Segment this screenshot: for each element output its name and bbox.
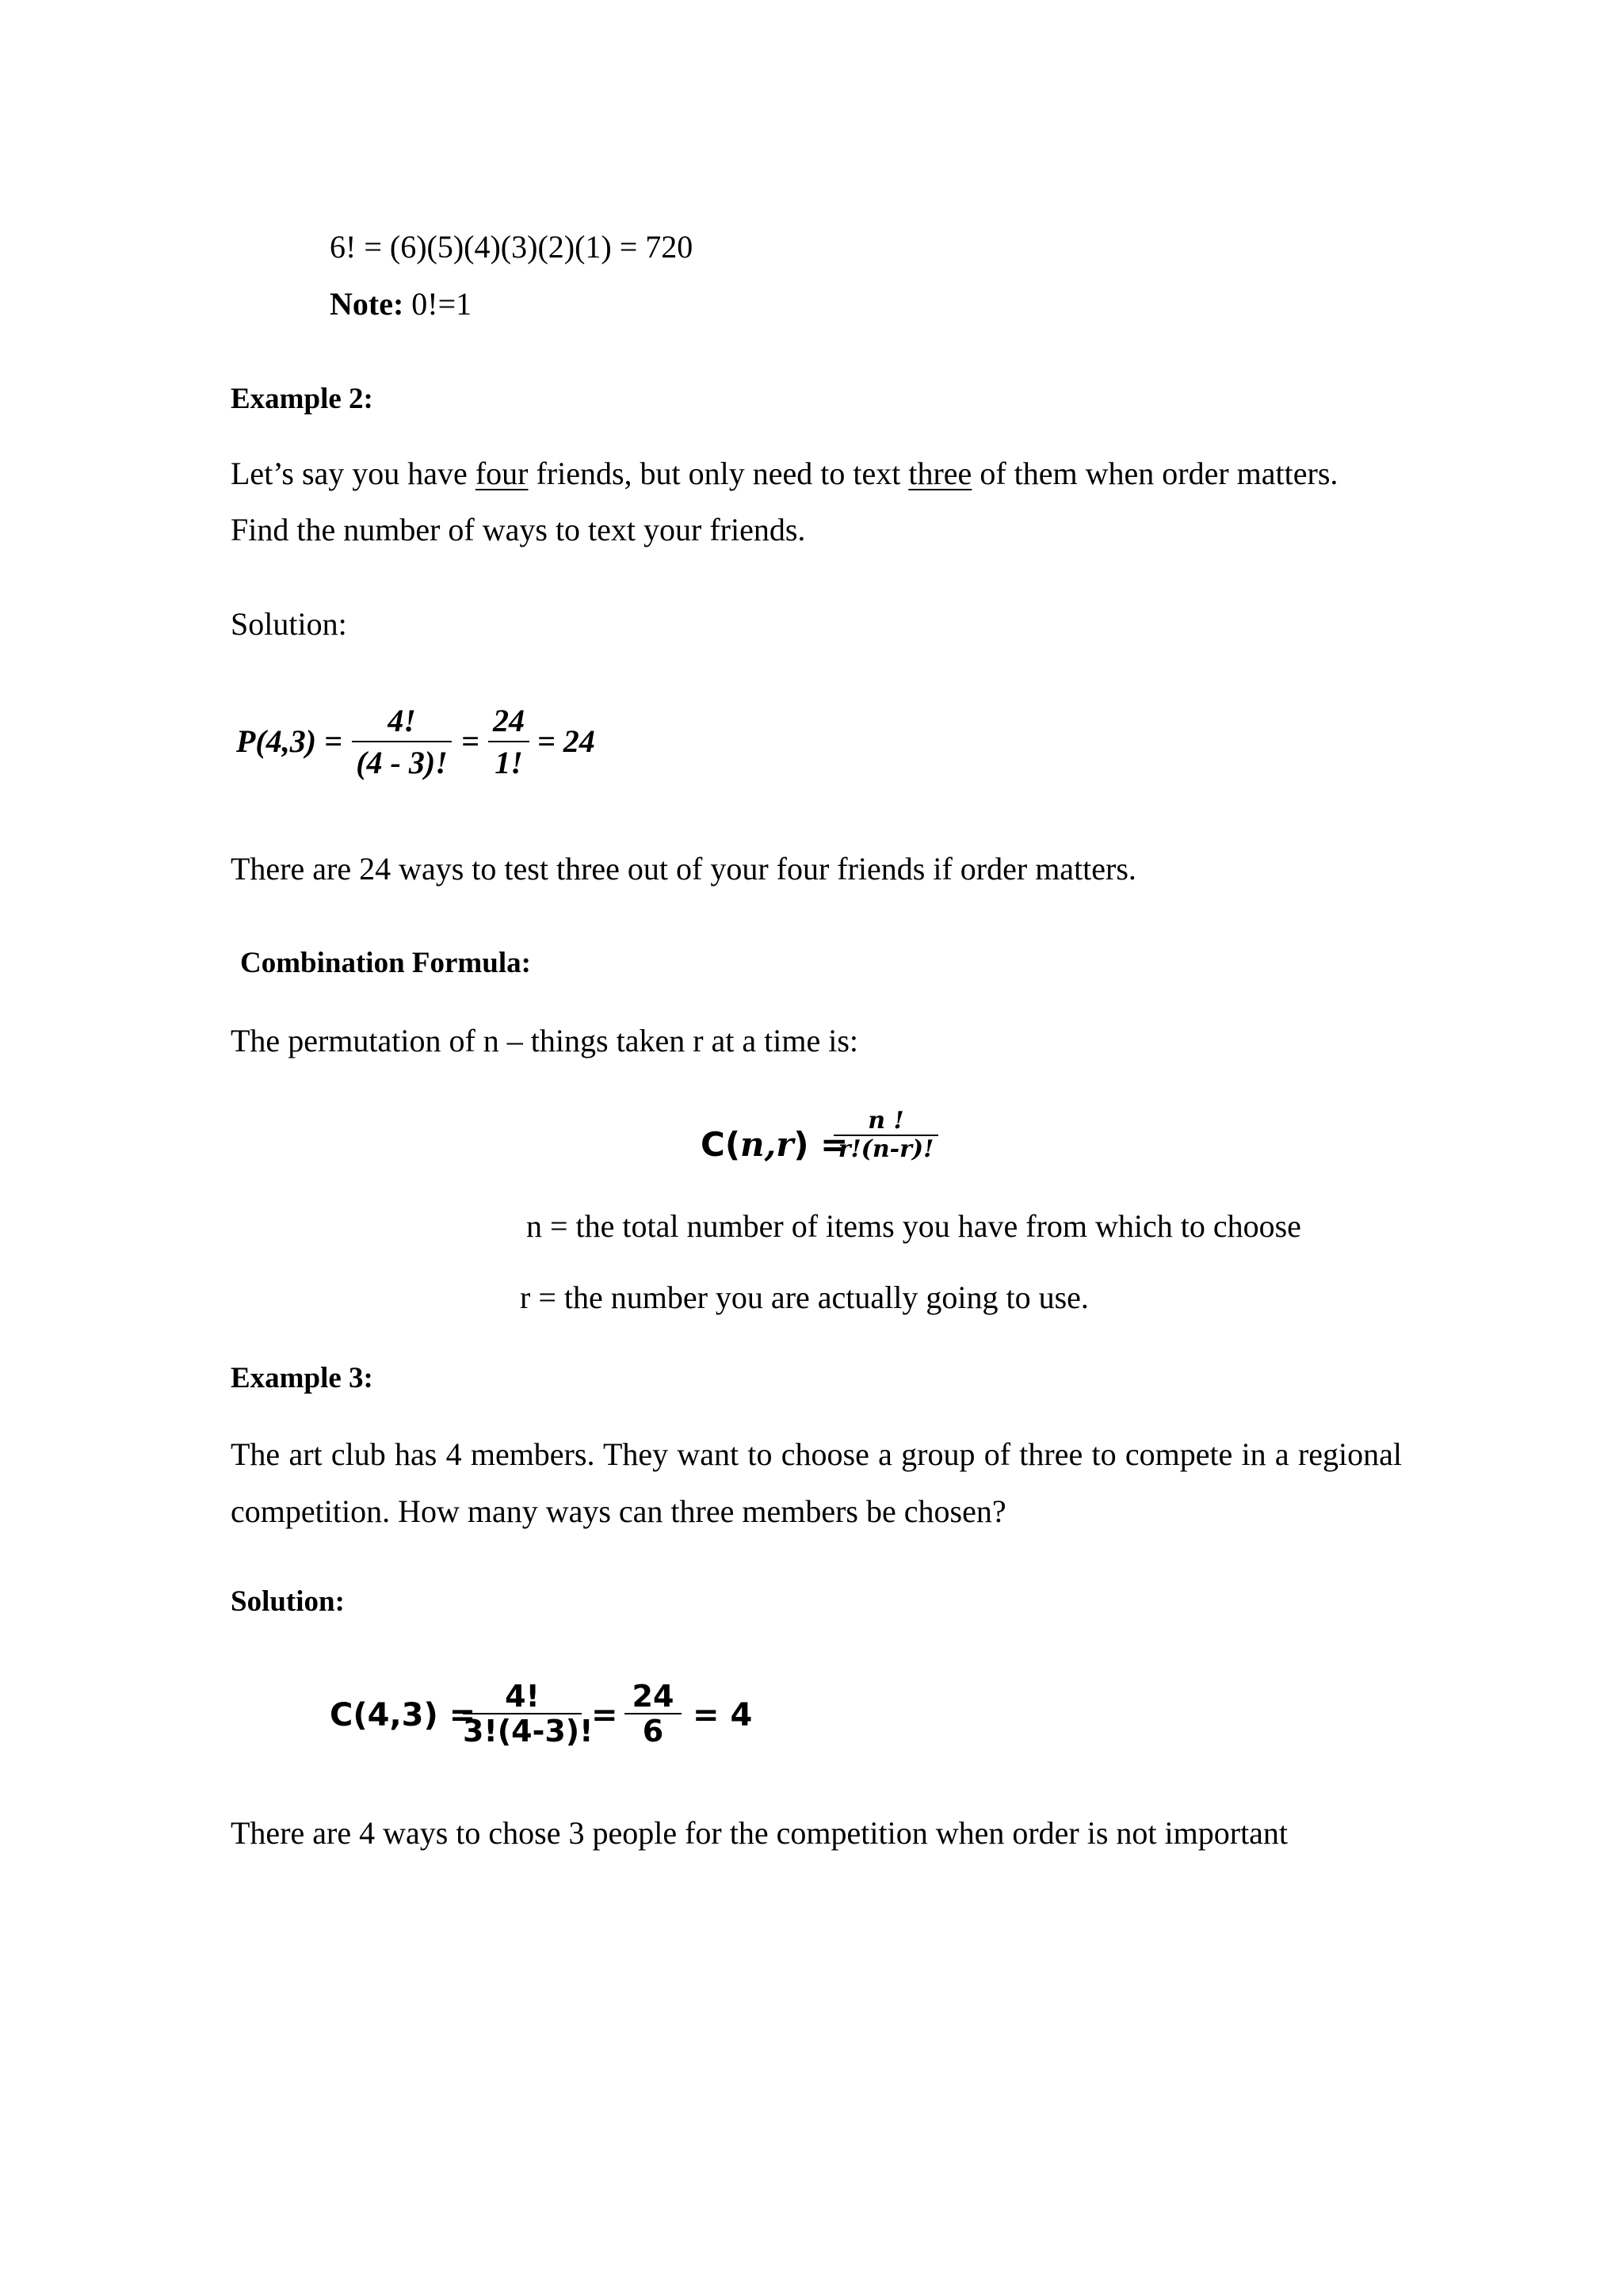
comb-ex-frac2-numerator: 24 — [632, 1679, 674, 1714]
definition-r: r = the number you are actually going to use. — [520, 1280, 1089, 1315]
perm-lhs: P(4,3) = — [236, 723, 342, 759]
example-2-underlined-three: three — [908, 456, 972, 491]
comb-general-fraction — [834, 1108, 938, 1163]
example-2-text-a: Let’s say you have — [231, 456, 475, 491]
note-text: 0!=1 — [403, 286, 472, 322]
perm-fraction-2 — [488, 702, 529, 781]
perm-frac2-bar — [488, 741, 529, 742]
combination-formula-heading: Combination Formula: — [240, 947, 531, 979]
note-label: Note: — [330, 286, 404, 322]
comb-lhs-end: ) = — [793, 1125, 849, 1164]
example-2-line-2: Find the number of ways to text your friends. — [231, 512, 806, 547]
comb-lhs — [701, 1125, 848, 1164]
comb-lhs-vars: n,r — [740, 1125, 794, 1164]
example-2-underlined-four: four — [475, 456, 529, 491]
example-3-heading: Example 3: — [231, 1362, 373, 1394]
comb-ex-lhs: C(4,3) = — [330, 1697, 476, 1733]
example-2-text-b: friends, but only need to text — [528, 456, 909, 491]
example-2-line-1 — [231, 455, 1338, 493]
perm-frac1-bar — [352, 741, 452, 742]
comb-ex-frac2-denominator: 6 — [642, 1714, 664, 1749]
comb-general-numerator: n ! — [868, 1107, 904, 1135]
perm-fraction-1 — [352, 702, 452, 781]
example-3-solution-label: Solution: — [231, 1585, 345, 1618]
comb-ex-fraction-1 — [463, 1679, 594, 1749]
factorial-example-line: 6! = (6)(5)(4)(3)(2)(1) = 720 — [330, 229, 693, 265]
combination-intro: The permutation of n – things taken r at a time is: — [231, 1023, 859, 1058]
comb-lhs-c: C( — [701, 1125, 741, 1164]
comb-ex-result: = 4 — [693, 1697, 753, 1733]
definition-n: n = the total number of items you have from which to choose — [526, 1208, 1301, 1244]
perm-equals-1: = — [461, 723, 479, 759]
comb-ex-frac1-numerator: 4! — [505, 1679, 540, 1714]
perm-frac2-denominator: 1! — [495, 745, 523, 780]
example-2-conclusion: There are 24 ways to test three out of your four friends if order matters. — [231, 851, 1136, 887]
example-2-text-c: of them when order matters. — [972, 456, 1338, 491]
perm-result: = 24 — [537, 723, 595, 759]
note-line — [330, 285, 472, 323]
example-3-conclusion: There are 4 ways to chose 3 people for the competition when order is not important — [231, 1815, 1289, 1851]
comb-ex-equals-1: = — [591, 1697, 618, 1733]
perm-frac2-numerator: 24 — [493, 703, 525, 738]
example-2-heading: Example 2: — [231, 383, 373, 415]
perm-frac1-denominator: (4 - 3)! — [356, 745, 448, 780]
comb-ex-fraction-2 — [624, 1680, 682, 1748]
comb-ex-frac1-denominator: 3!(4-3)! — [463, 1714, 594, 1749]
example-3-paragraph: The art club has 4 members. They want to choose a group of three to compete in a regional competition. How many ways can three members be chosen? — [231, 1436, 1402, 1529]
example-2-solution-label: Solution: — [231, 606, 347, 642]
comb-general-denominator: r!(n-r)! — [838, 1135, 934, 1163]
perm-frac1-numerator: 4! — [388, 703, 416, 738]
